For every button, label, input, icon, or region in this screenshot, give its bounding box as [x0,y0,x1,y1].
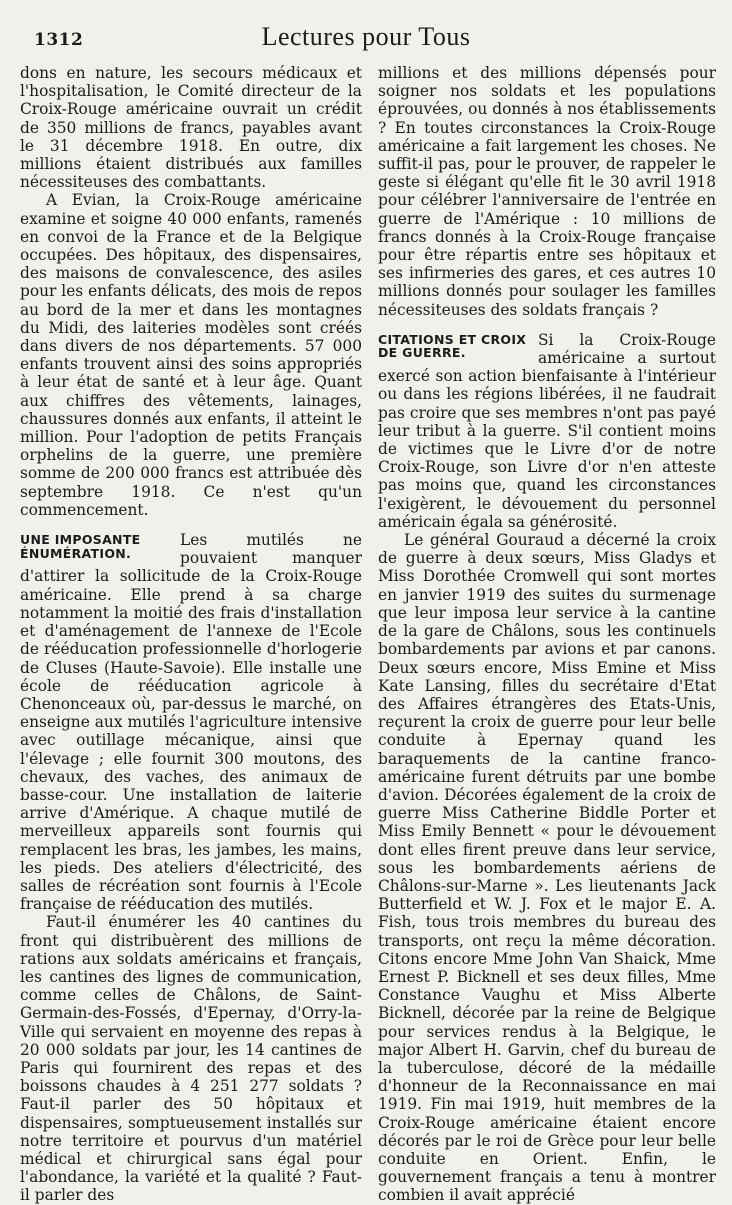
left-paragraph-4: Faut-il énumérer les 40 cantines du front qui distribuèrent des millions de rations aux soldats américains et français, les cantines des lignes de communication, comme celles de Châlons, de Saint-Germain-des-Fossés, d'Epernay, d'Orry-la-Ville qui servaient en moyenne des repas à 20 000 soldats par jour, les 14 cantines de Paris qui fournirent des repas et des boissons chaudes à 4 251 277 soldats ? Faut-il parler des 50 hôpitaux et dispensaires, somptueusement installés sur notre territoire et pourvus d'un matériel médical et chirurgical sans égal pour l'abondance, la variété et la qualité ? Faut-il parler des [20,913,362,1205]
left-paragraph-2: A Evian, la Croix-Rouge américaine examine et soigne 40 000 enfants, ramenés en convoi de la France et de la Belgique occupées. Des hôpitaux, des dispensaires, des maisons de convalescence, des asiles pour les enfants délicats, des mois de repos au bord de la mer et dans les montagnes du Midi, des laiteries modèles sont créés dans divers de nos départements. 57 000 enfants trouvent ainsi des soins appropriés à leur état de santé et à leur âge. Quant aux chiffres des vêtements, lainages, chaussures donnés aux enfants, il atteint le million. Pour l'adoption de petits Français orphelins de la guerre, une première somme de 200 000 francs est attribuée dès septembre 1918. Ce n'est qu'un commencement. [20,191,363,519]
right-column [378,64,716,1205]
page-header [0,22,732,62]
right-paragraph-2: Si la Croix-Rouge américaine a surtout exercé son action bienfaisante à l'intérieur ou dans les régions libérées, il ne faudrait pas croire que ses membres n'ont pas payé leur tribut à la guerre. S'il contient moins de victimes que le Livre d'or de notre Croix-Rouge, son Livre d'or n'en atteste pas moins que, quand les circonstances l'exigèrent, le dévouement du personnel américain égala sa générosité. [378,330,716,531]
left-column [20,64,363,1205]
section-heading-enumeration: UNE IMPOSANTE ÉNUMÉRATION. [20,532,141,561]
page-number: 1312 [34,30,84,50]
section-gap [378,319,716,331]
running-title: Lectures pour Tous [261,22,471,51]
section-gap [20,519,362,531]
left-paragraph-1: dons en nature, les secours médicaux et l'hospitalisation, le Comité directeur de la Croix-Rouge américaine ouvrait un crédit de 350 millions de francs, payables avant le 31 décembre 1918. En outre, dix millions étaient distribués aux familles nécessiteuses des combattants. [20,64,362,192]
left-paragraph-3: Les mutilés ne pouvaient manquer d'attirer la sollicitude de la Croix-Rouge américaine. Elle prend à sa charge notamment la moitié des frais d'installation et d'aménagement de l'annexe de l'Ecole de rééducation professionnelle d'horlogerie de Cluses (Haute-Savoie). Elle installe une école de rééducation agricole à Chenonceaux où, par-dessus le marché, on enseigne aux mutilés l'agriculture intensive avec outillage mécanique, ainsi que l'élevage ; elle fournit 300 moutons, des chevaux, des vaches, des animaux de basse-cour. Une installation de laiterie arrive d'Amérique. A chaque mutilé de merveilleux appareils sont fournis qui remplacent les bras, les jambes, les mains, les pieds. Des ateliers d'électricité, des salles de récréation sont fournis à l'Ecole française de rééducation des mutilés. [20,531,362,914]
right-paragraph-3: Le général Gouraud a décerné la croix de guerre à deux sœurs, Miss Gladys et Miss Dorothée Cromwell qui sont mortes en janvier 1919 des suites du surmenage que leur imposa leur service à la cantine de la gare de Châlons, sous les continuels bombardements par avions et par canons. Deux sœurs encore, Miss Emine et Miss Kate Lansing, filles du secrétaire d'Etat des Affaires étrangères des Etats-Unis, reçurent la croix de guerre pour leur belle conduite à Epernay quand les baraquements de la cantine franco-américaine furent détruits par une bombe d'avion. Décorées également de la croix de guerre Miss Catherine Biddle Porter et Miss Emily Bennett « pour le dévouement dont elles firent preuve dans leur service, sous les bombardements aériens de Châlons-sur-Marne ». Les lieutenants Jack Butterfield et W. J. Fox et le major E. A. Fish, tous trois membres du bureau des transports, ont reçu la même décoration. Citons encore Mme John Van Shaick, Mme Ernest P. Bicknell et ses deux filles, Mme Constance Vaughu et Miss Alberte Bicknell, décorée par la reine de Belgique pour services rendus à la Belgique, le major Albert H. Garvin, chef du bureau de la tuberculose, décoré de la médaille d'honneur de la Reconnaissance en mai 1919. Fin mai 1919, huit membres de la Croix-Rouge américaine étaient encore décorés par le roi de Grèce pour leur belle conduite en Orient. Enfin, le gouvernement français a tenu à montrer combien il avait apprécié [378,531,716,1205]
section-heading-citations: CITATIONS ET CROIX DE GUERRE. [378,331,527,361]
right-paragraph-1: millions et des millions dépensés pour soigner nos soldats et les populations éprouvées, ou donnés à nos établissements ? En toutes circonstances la Croix-Rouge américaine a fait largement les choses. Ne suffit-il pas, pour le prouver, de rappeler le geste si élégant qu'elle fit le 30 avril 1918 pour célébrer l'anniversaire de l'entrée en guerre de l'Amérique : 10 millions de francs donnés à la Croix-Rouge française pour être répartis entre ses hôpitaux et ses infirmeries des gares, et ces autres 10 millions donnés pour soulager les familles nécessiteuses des soldats français ? [378,64,716,319]
